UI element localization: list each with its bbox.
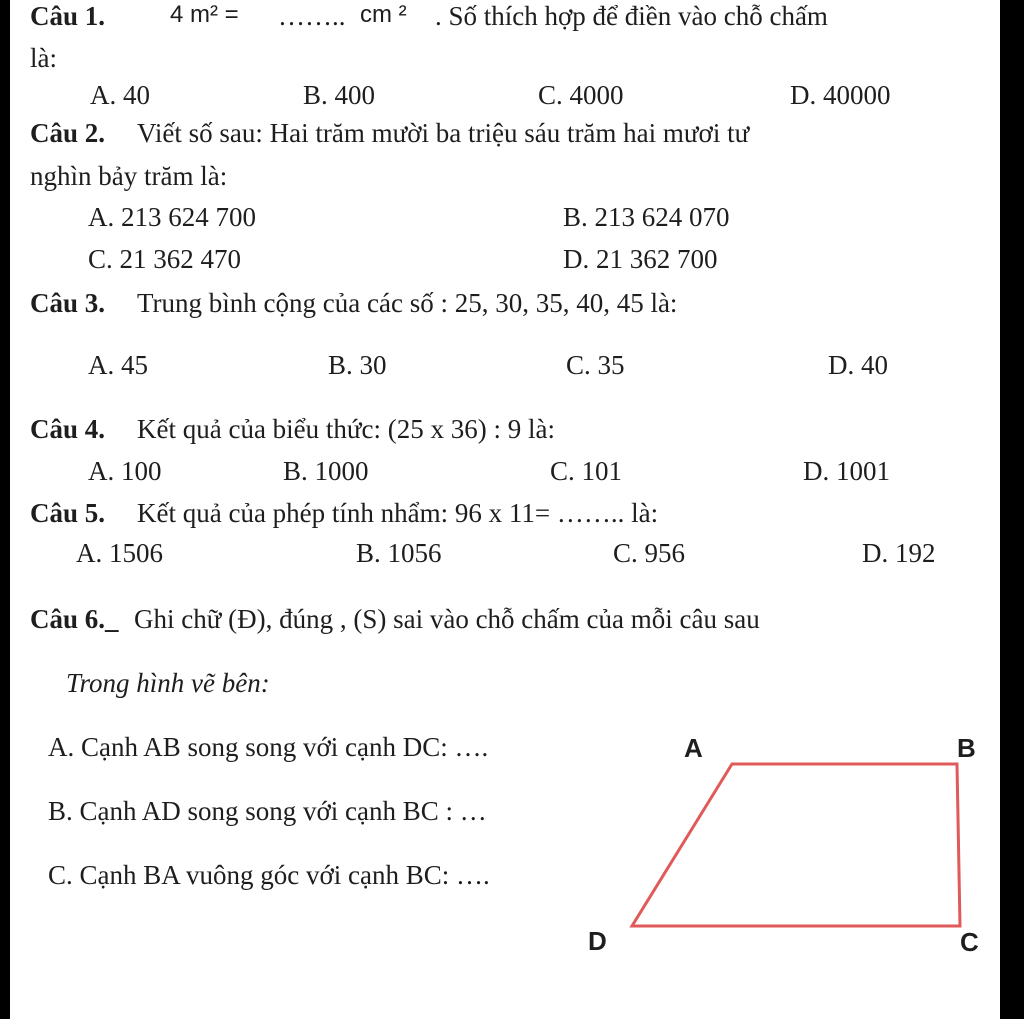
vertex-label-c: C — [960, 927, 979, 957]
q3-option-c: C. 35 — [566, 350, 625, 380]
q6-label: Câu 6._ — [30, 604, 119, 634]
q1-text-cont: là: — [30, 43, 57, 73]
trapezoid-figure — [10, 0, 1000, 1019]
q4-option-b: B. 1000 — [283, 456, 369, 486]
q1-option-b: B. 400 — [303, 80, 376, 110]
vertex-label-a: A — [684, 733, 703, 763]
q6-intro: Trong hình vẽ bên: — [66, 668, 270, 698]
q2-label: Câu 2. — [30, 118, 106, 148]
q4-option-d: D. 1001 — [803, 456, 890, 486]
q1-expr: 4 m² = — [170, 1, 239, 28]
vertex-label-b: B — [957, 733, 976, 763]
q6-statement-c: C. Cạnh BA vuông góc với cạnh BC: …. — [48, 860, 490, 890]
q6-statement-a: A. Cạnh AB song song với cạnh DC: …. — [48, 732, 489, 762]
q1-blank: …….. — [278, 1, 346, 31]
q1-option-a: A. 40 — [90, 80, 150, 110]
q2-option-a: A. 213 624 700 — [88, 202, 256, 232]
q5-text: Kết quả của phép tính nhẩm: 96 x 11= …….. là: — [137, 498, 659, 528]
q3-option-d: D. 40 — [828, 350, 888, 380]
q3-label: Câu 3. — [30, 288, 106, 318]
q1-option-d: D. 40000 — [790, 80, 891, 110]
q2-text-cont: nghìn bảy trăm là: — [30, 161, 228, 191]
q4-text: Kết quả của biểu thức: (25 x 36) : 9 là: — [137, 414, 556, 444]
q1-text: . Số thích hợp để điền vào chỗ chấm — [435, 1, 828, 31]
q4-option-c: C. 101 — [550, 456, 623, 486]
q2-option-d: D. 21 362 700 — [563, 244, 718, 274]
q4-label: Câu 4. — [30, 414, 106, 444]
q3-text: Trung bình cộng của các số : 25, 30, 35, 40, 45 là: — [137, 288, 678, 318]
q1-label: Câu 1. — [30, 1, 106, 31]
worksheet-page — [10, 0, 1000, 1019]
q6-text: Ghi chữ (Đ), đúng , (S) sai vào chỗ chấm của mỗi câu sau — [134, 604, 760, 634]
q1-option-c: C. 4000 — [538, 80, 624, 110]
q2-option-b: B. 213 624 070 — [563, 202, 730, 232]
q5-option-a: A. 1506 — [76, 538, 163, 568]
q5-option-b: B. 1056 — [356, 538, 442, 568]
q3-option-b: B. 30 — [328, 350, 387, 380]
q5-label: Câu 5. — [30, 498, 106, 528]
q6-statement-b: B. Cạnh AD song song với cạnh BC : … — [48, 796, 487, 826]
q5-option-c: C. 956 — [613, 538, 686, 568]
q4-option-a: A. 100 — [88, 456, 162, 486]
vertex-label-d: D — [588, 926, 607, 956]
trapezoid-abcd — [632, 764, 960, 926]
q3-option-a: A. 45 — [88, 350, 148, 380]
q2-text: Viết số sau: Hai trăm mười ba triệu sáu trăm hai mươi tư — [137, 118, 750, 148]
q1-unit: cm ² — [360, 1, 407, 28]
q5-option-d: D. 192 — [862, 538, 936, 568]
q2-option-c: C. 21 362 470 — [88, 244, 242, 274]
